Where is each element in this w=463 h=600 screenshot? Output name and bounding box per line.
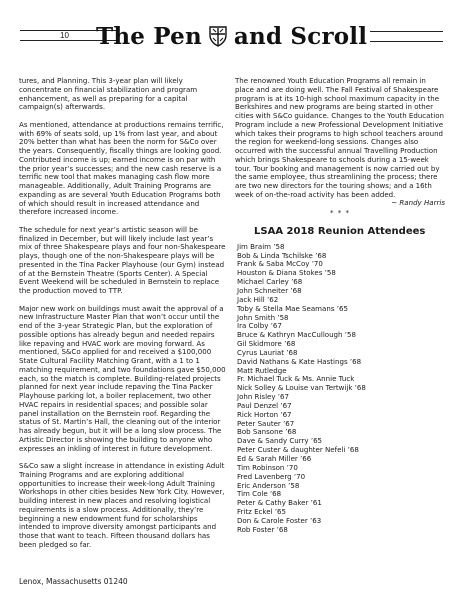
- masthead: [96, 21, 367, 51]
- attendee-item: Bob Sansone ’68: [237, 427, 297, 437]
- attendee-item: Peter & Cathy Baker ’61: [237, 498, 322, 508]
- attendee-item: Michael Carley ’68: [237, 277, 303, 287]
- attendee-item: Peter Sauter ’67: [237, 418, 295, 428]
- attendee-list: [237, 243, 445, 535]
- crest-icon: [208, 25, 228, 47]
- attendee-item: Bob & Linda Tschilske ’68: [237, 250, 327, 260]
- paragraph: As mentioned, attendance at productions remains terrific, with 69% of seats sold, up 1% from last year, and about 20% better than what has been the norm for S&Co over the years. Consequently, fiscally things are looking good. Contributed income is up; earned income is on par with the prior year’s successes; and the new cash reserve is a terrific new tool that makes managing cash flow more manageable. Additionally, Adult Training Programs are expanding as are several Youth Education Programs both of which should result in increased attendance and therefore increased income.: [19, 119, 224, 217]
- attendee-item: Don & Carole Foster ’63: [237, 515, 322, 525]
- attendee-item: Paul Denzel ’67: [237, 400, 292, 410]
- attendee-item: Tim Cole ’68: [237, 489, 282, 499]
- attendee-item: Houston & Diana Stokes ’58: [237, 268, 336, 278]
- attendee-item: John Schneiter ’68: [237, 285, 302, 295]
- attendee-item: Ed & Sarah Miller ’66: [237, 454, 312, 463]
- attendee-item: Fred Lavenberg ’70: [237, 471, 306, 481]
- attendee-item: Frank & Saba McCoy ’70: [237, 259, 323, 269]
- attendee-item: Gil Skidmore ’68: [237, 339, 296, 349]
- attendee-item: Eric Anderson ’58: [237, 480, 300, 490]
- attendee-item: Tim Robinson ’70: [237, 462, 298, 472]
- attendee-item: Ira Colby ’67: [237, 321, 282, 331]
- right-column: [235, 77, 445, 535]
- left-column: [19, 77, 226, 558]
- attendee-item: Peter Custer & daughter Nefeli ’68: [237, 445, 359, 455]
- attendee-item: John Risley ’67: [237, 392, 289, 402]
- attendee-item: Bruce & Kathryn MacCullough ’58: [237, 330, 356, 340]
- footer-location: Lenox, Massachusetts 01240: [19, 577, 128, 586]
- attendee-item: Rick Horton ’67: [237, 409, 292, 419]
- attendee-item: David Nathans & Kate Hastings ’68: [237, 356, 362, 366]
- masthead-title-right: and Scroll: [233, 22, 368, 50]
- attendee-item: Fr. Michael Tuck & Ms. Annie Tuck: [237, 374, 355, 384]
- header-rule-right-bottom: [370, 41, 443, 42]
- header-rule-right-top: [370, 31, 443, 32]
- paragraph: tures, and Planning. This 3-year plan will likely concentrate on financial stabilization and program enhancement, as well as preparing for a capital campaign(s) afterwards.: [19, 76, 198, 112]
- masthead-title-left: The Pen: [96, 22, 202, 50]
- attendee-item: Cyrus Lauriat ’68: [237, 347, 298, 357]
- attendees-heading: LSAA 2018 Reunion Attendees: [254, 226, 426, 237]
- attendee-item: Jack Hill ’62: [237, 294, 279, 304]
- paragraph: The renowned Youth Education Programs all remain in place and are doing well. The Fall Festival of Shakespeare program is at its 10-high school maximum capacity in the Berkshires and new programs are being started in other cities with S&Co guidance. Changes to the Youth Education Program include a new Professional Development Initiative which takes their programs to high school teachers around the region for weekend-long sessions. Changes also occurred with the successful annual Travelling Production which brings Shakespeare to schools during a 15-week tour. Tour booking and management is now carried out by the same employee, thus streamlining the process; there are two new directors for the touring shows; and a 16th week of on-the-road activity has been added.: [235, 76, 444, 199]
- section-divider: * * *: [330, 209, 350, 218]
- attendee-item: Toby & Stella Mae Seamans ’65: [237, 303, 348, 313]
- paragraph: The schedule for next year’s artistic season will be finalized in December, but will likely include last year’s mix of three Shakespeare plays and four non-Shakespeare plays, though one of the non-Shakespeare plays will be presented in the Tina Packer Playhouse (our Gym) instead of at the Bernstein Theatre (Sports Center). A Special Event Weekend will be scheduled in Bernstein to replace the production moved to TTP.: [19, 224, 226, 296]
- page-number: 10: [60, 31, 69, 40]
- attendee-item: John Smith ’58: [237, 312, 289, 322]
- attendee-item: Matt Rutledge: [237, 365, 287, 375]
- author-signature: ~ Randy Harris: [391, 197, 445, 207]
- attendee-item: Fritz Eckel ’65: [237, 507, 286, 517]
- attendee-item: Dave & Sandy Curry ’65: [237, 436, 323, 446]
- paragraph: Major new work on buildings must await the approval of a new Infrastructure Master Plan that won’t occur until the end of the 3-year Strategic Plan, but the exploration of possible options has already begun and needed repairs like repaving and HVAC work are moving forward. As mentioned, S&Co applied for and received a $100,000 State Cultural Facility Matching Grant, with a 1 to 1 matching requirement, and two foundations gave $50,000 each, so the match is complete. Building-related projects planned for next year include repaving the Tina Packer Playhouse parking lot, a boiler replacement, two other HVAC repairs in residential spaces; and possible solar panel installation on the Bernstein roof. Regarding the status of St. Martin’s Hall, the cleaning out of the interior has already begun, but it will be a long slow process. The Artistic Director is showing the building to anyone who expresses an inkling of interest in future development.: [19, 303, 226, 453]
- attendee-item: Nick Solley & Louise van Tertwijk ’68: [237, 383, 366, 393]
- paragraph: S&Co saw a slight increase in attendance in existing Adult Training Programs and are exploring additional opportunities to increase their week-long Adult Training Workshops in other cities besides New York City. However, building interest in new places and resolving logistical requirements is a slow process. Additionally, they’re beginning a new endowment fund for scholarships intended to improve diversity amongst participants and those that want to teach. Fifteen thousand dollars has been pledged so far.: [19, 461, 225, 549]
- attendee-item: Jim Braim ’58: [237, 241, 285, 251]
- attendee-item: Rob Foster ’68: [237, 524, 288, 534]
